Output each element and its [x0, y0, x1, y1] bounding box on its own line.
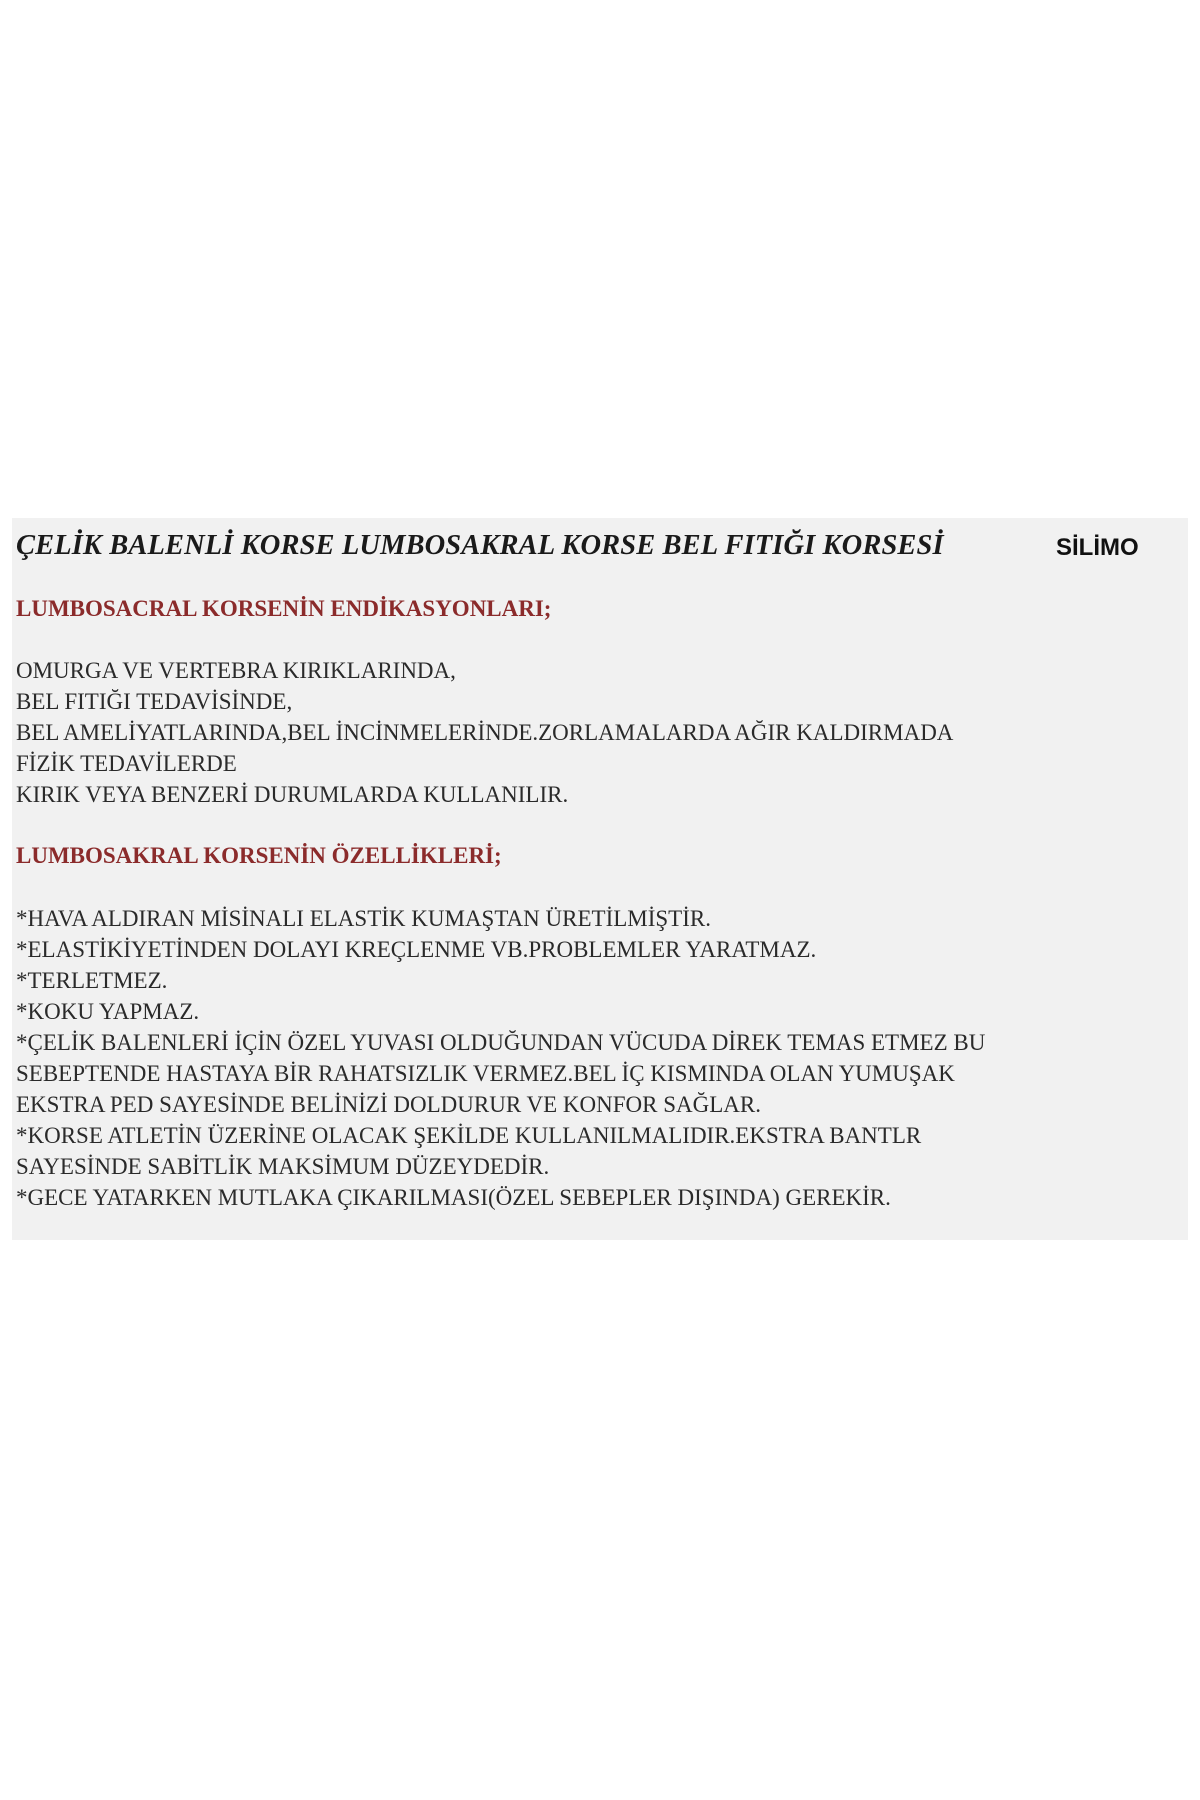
product-description-panel: [12, 518, 1188, 1240]
list-item: *ÇELİK BALENLERİ İÇİN ÖZEL YUVASI OLDUĞUNDAN VÜCUDA DİREK TEMAS ETMEZ BU: [16, 1030, 986, 1055]
list-item: *GECE YATARKEN MUTLAKA ÇIKARILMASI(ÖZEL SEBEPLER DIŞINDA) GEREKİR.: [16, 1185, 891, 1210]
brand-name: SİLİMO: [1056, 534, 1139, 561]
list-item: *HAVA ALDIRAN MİSİNALI ELASTİK KUMAŞTAN ÜRETİLMİŞTİR.: [16, 906, 711, 931]
section-heading-features: LUMBOSAKRAL KORSENİN ÖZELLİKLERİ;: [16, 843, 502, 868]
list-item: SEBEPTENDE HASTAYA BİR RAHATSIZLIK VERMEZ.BEL İÇ KISMINDA OLAN YUMUŞAK: [16, 1061, 955, 1086]
title-row: [16, 530, 1184, 570]
page-title: ÇELİK BALENLİ KORSE LUMBOSAKRAL KORSE BEL FITIĞI KORSESİ: [16, 530, 944, 561]
list-item: FİZİK TEDAVİLERDE: [16, 751, 237, 776]
section-heading-indications: LUMBOSACRAL KORSENİN ENDİKASYONLARI;: [16, 596, 552, 621]
list-item: *KORSE ATLETİN ÜZERİNE OLACAK ŞEKİLDE KULLANILMALIDIR.EKSTRA BANTLR: [16, 1123, 922, 1148]
list-item: SAYESİNDE SABİTLİK MAKSİMUM DÜZEYDEDİR.: [16, 1154, 550, 1179]
features-list: [16, 903, 985, 1213]
list-item: OMURGA VE VERTEBRA KIRIKLARINDA,: [16, 658, 456, 683]
list-item: *KOKU YAPMAZ.: [16, 999, 200, 1024]
list-item: *TERLETMEZ.: [16, 968, 168, 993]
list-item: EKSTRA PED SAYESİNDE BELİNİZİ DOLDURUR VE KONFOR SAĞLAR.: [16, 1092, 761, 1117]
list-item: BEL FITIĞI TEDAVİSİNDE,: [16, 689, 293, 714]
indications-list: [16, 655, 953, 810]
list-item: KIRIK VEYA BENZERİ DURUMLARDA KULLANILIR.: [16, 782, 569, 807]
list-item: *ELASTİKİYETİNDEN DOLAYI KREÇLENME VB.PROBLEMLER YARATMAZ.: [16, 937, 817, 962]
list-item: BEL AMELİYATLARINDA,BEL İNCİNMELERİNDE.ZORLAMALARDA AĞIR KALDIRMADA: [16, 720, 954, 745]
